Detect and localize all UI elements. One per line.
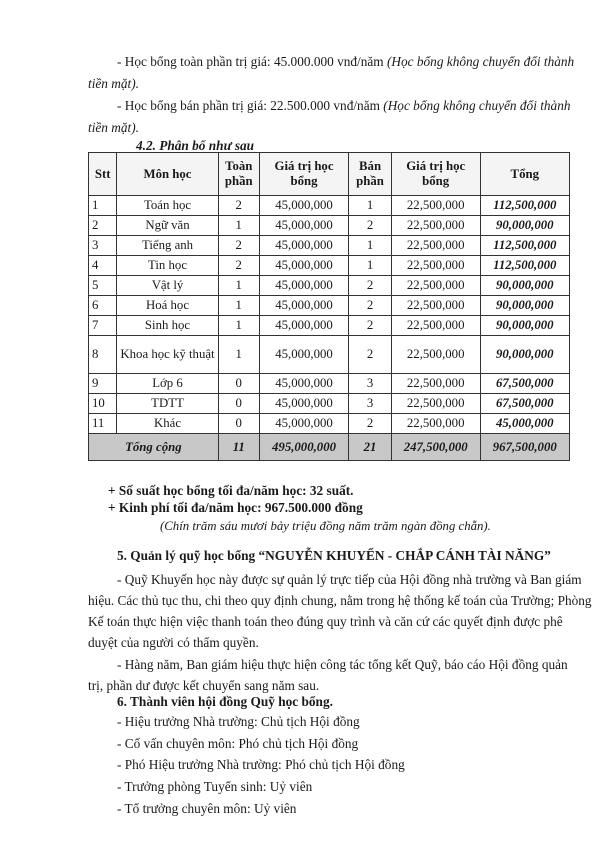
- allocation-table: [88, 152, 570, 461]
- row-half-value: 22,500,000: [391, 256, 480, 276]
- header-full-value: Giá trị học bổng: [259, 153, 348, 196]
- row-subject: Sinh học: [117, 316, 218, 336]
- row-half: 2: [349, 296, 392, 316]
- row-full-value: 45,000,000: [259, 336, 348, 374]
- row-full-value: 45,000,000: [259, 196, 348, 216]
- row-subject: Tin học: [117, 256, 218, 276]
- row-half: 2: [349, 336, 392, 374]
- table-row: [89, 394, 570, 414]
- row-half: 3: [349, 394, 392, 414]
- row-stt: 7: [89, 316, 117, 336]
- table-row: [89, 276, 570, 296]
- section-4-2-heading: 4.2. Phân bổ như sau: [136, 138, 255, 153]
- row-total: 67,500,000: [480, 394, 569, 414]
- section-5-p1-line: duyệt của người có thẩm quyền.: [88, 635, 259, 650]
- row-stt: 4: [89, 256, 117, 276]
- section-5-p2-line: - Hàng năm, Ban giám hiệu thực hiện công tác tổng kết Quỹ, báo cáo Hội đồng quản: [117, 657, 568, 672]
- row-half-value: 22,500,000: [391, 336, 480, 374]
- row-total: 112,500,000: [480, 236, 569, 256]
- row-half-value: 22,500,000: [391, 196, 480, 216]
- row-stt: 9: [89, 374, 117, 394]
- row-full: 0: [218, 374, 259, 394]
- full-scholarship-label: - Học bổng toàn phần trị giá: 45.000.000 vnđ/năm: [117, 54, 384, 69]
- section-5-p1-line: - Quỹ Khuyến học này được sự quản lý trực tiếp của Hội đồng nhà trường và Ban giám: [117, 572, 582, 587]
- row-half: 1: [349, 236, 392, 256]
- row-stt: 5: [89, 276, 117, 296]
- header-total: Tổng: [480, 153, 569, 196]
- header-subject: Môn học: [117, 153, 218, 196]
- row-half-value: 22,500,000: [391, 316, 480, 336]
- row-half-value: 22,500,000: [391, 236, 480, 256]
- row-full: 1: [218, 296, 259, 316]
- member-item: - Cố vấn chuyên môn: Phó chủ tịch Hội đồng: [117, 736, 359, 751]
- row-total: 90,000,000: [480, 316, 569, 336]
- full-scholarship-note-cont: tiền mặt).: [88, 76, 139, 91]
- budget-line: + Kinh phí tối đa/năm học: 967.500.000 đồng: [108, 500, 363, 515]
- total-full-value: 495,000,000: [259, 434, 348, 461]
- table-header-row: [89, 153, 570, 196]
- row-full-value: 45,000,000: [259, 316, 348, 336]
- header-stt: Stt: [89, 153, 117, 196]
- row-full: 1: [218, 276, 259, 296]
- row-half: 2: [349, 316, 392, 336]
- row-half-value: 22,500,000: [391, 216, 480, 236]
- row-half-value: 22,500,000: [391, 414, 480, 434]
- total-full: 11: [218, 434, 259, 461]
- row-full-value: 45,000,000: [259, 374, 348, 394]
- row-full-value: 45,000,000: [259, 276, 348, 296]
- budget-in-words: (Chín trăm sáu mươi bảy triệu đồng năm trăm ngàn đồng chẵn).: [160, 519, 491, 533]
- table-row: [89, 374, 570, 394]
- row-full-value: 45,000,000: [259, 236, 348, 256]
- row-full: 0: [218, 414, 259, 434]
- grand-total: 967,500,000: [480, 434, 569, 461]
- row-stt: 8: [89, 336, 117, 374]
- section-6-heading: 6. Thành viên hội đồng Quỹ học bổng.: [117, 694, 333, 709]
- row-half: 3: [349, 374, 392, 394]
- row-full: 2: [218, 236, 259, 256]
- row-half-value: 22,500,000: [391, 394, 480, 414]
- row-total: 90,000,000: [480, 216, 569, 236]
- row-stt: 2: [89, 216, 117, 236]
- total-half: 21: [349, 434, 392, 461]
- row-stt: 10: [89, 394, 117, 414]
- row-subject: Khoa học kỹ thuật: [117, 336, 218, 374]
- member-item: - Tổ trưởng chuyên môn: Uỷ viên: [117, 801, 297, 816]
- row-subject: Tiếng anh: [117, 236, 218, 256]
- row-full-value: 45,000,000: [259, 296, 348, 316]
- total-label: Tổng cộng: [89, 434, 219, 461]
- row-subject: Khác: [117, 414, 218, 434]
- row-full: 1: [218, 216, 259, 236]
- header-full: Toàn phần: [218, 153, 259, 196]
- row-half: 2: [349, 414, 392, 434]
- row-stt: 1: [89, 196, 117, 216]
- row-total: 90,000,000: [480, 276, 569, 296]
- table-row: [89, 414, 570, 434]
- row-full: 1: [218, 316, 259, 336]
- row-half: 1: [349, 196, 392, 216]
- full-scholarship-note: (Học bổng không chuyển đổi thành: [386, 54, 575, 69]
- row-full: 2: [218, 196, 259, 216]
- row-subject: Toán học: [117, 196, 218, 216]
- row-half-value: 22,500,000: [391, 374, 480, 394]
- row-subject: Lớp 6: [117, 374, 218, 394]
- row-full-value: 45,000,000: [259, 394, 348, 414]
- full-scholarship-line: [117, 53, 574, 70]
- row-half-value: 22,500,000: [391, 296, 480, 316]
- half-scholarship-note-cont: tiền mặt).: [88, 120, 139, 135]
- header-half: Bán phần: [349, 153, 392, 196]
- row-half-value: 22,500,000: [391, 276, 480, 296]
- row-half: 2: [349, 276, 392, 296]
- row-half: 2: [349, 216, 392, 236]
- total-half-value: 247,500,000: [391, 434, 480, 461]
- row-full: 0: [218, 394, 259, 414]
- row-subject: Hoá học: [117, 296, 218, 316]
- row-half: 1: [349, 256, 392, 276]
- row-total: 90,000,000: [480, 336, 569, 374]
- table-row: [89, 336, 570, 374]
- half-scholarship-label: - Học bổng bán phần trị giá: 22.500.000 vnđ/năm: [117, 98, 380, 113]
- row-stt: 6: [89, 296, 117, 316]
- row-total: 45,000,000: [480, 414, 569, 434]
- table-row: [89, 316, 570, 336]
- row-total: 112,500,000: [480, 196, 569, 216]
- row-total: 112,500,000: [480, 256, 569, 276]
- table-row: [89, 296, 570, 316]
- row-total: 90,000,000: [480, 296, 569, 316]
- row-full-value: 45,000,000: [259, 256, 348, 276]
- member-item: - Hiệu trưởng Nhà trường: Chủ tịch Hội đồng: [117, 714, 360, 729]
- table-row: [89, 196, 570, 216]
- row-stt: 11: [89, 414, 117, 434]
- half-scholarship-note: (Học bổng không chuyển đổi thành: [383, 98, 571, 113]
- table-total-row: [89, 434, 570, 461]
- section-5-heading: 5. Quản lý quỹ học bổng “NGUYỄN KHUYẾN - CHẮP CÁNH TÀI NĂNG”: [117, 548, 551, 563]
- member-item: - Trưởng phòng Tuyển sinh: Uỷ viên: [117, 779, 313, 794]
- row-full-value: 45,000,000: [259, 216, 348, 236]
- header-half-value: Giá trị học bổng: [391, 153, 480, 196]
- section-5-p2-line: trị, phần dư được kết chuyển sang năm sau.: [88, 678, 320, 693]
- member-item: - Phó Hiệu trưởng Nhà trường: Phó chủ tịch Hội đồng: [117, 757, 405, 772]
- row-full: 2: [218, 256, 259, 276]
- quota-line: + Số suất học bổng tối đa/năm học: 32 suất.: [108, 483, 354, 498]
- table-row: [89, 236, 570, 256]
- section-5-p1-line: Kế toán thực hiện việc thanh toán theo đúng quy trình và căn cứ các quyết định được phê: [88, 614, 563, 629]
- half-scholarship-line: [117, 97, 571, 114]
- table-row: [89, 256, 570, 276]
- row-full: 1: [218, 336, 259, 374]
- row-stt: 3: [89, 236, 117, 256]
- row-subject: Ngữ văn: [117, 216, 218, 236]
- row-full-value: 45,000,000: [259, 414, 348, 434]
- row-subject: TDTT: [117, 394, 218, 414]
- table-row: [89, 216, 570, 236]
- section-5-p1-line: hiệu. Các thủ tục thu, chi theo quy định chung, nằm trong hệ thống kế toán của Trường; Phòng: [88, 593, 592, 608]
- row-subject: Vật lý: [117, 276, 218, 296]
- row-total: 67,500,000: [480, 374, 569, 394]
